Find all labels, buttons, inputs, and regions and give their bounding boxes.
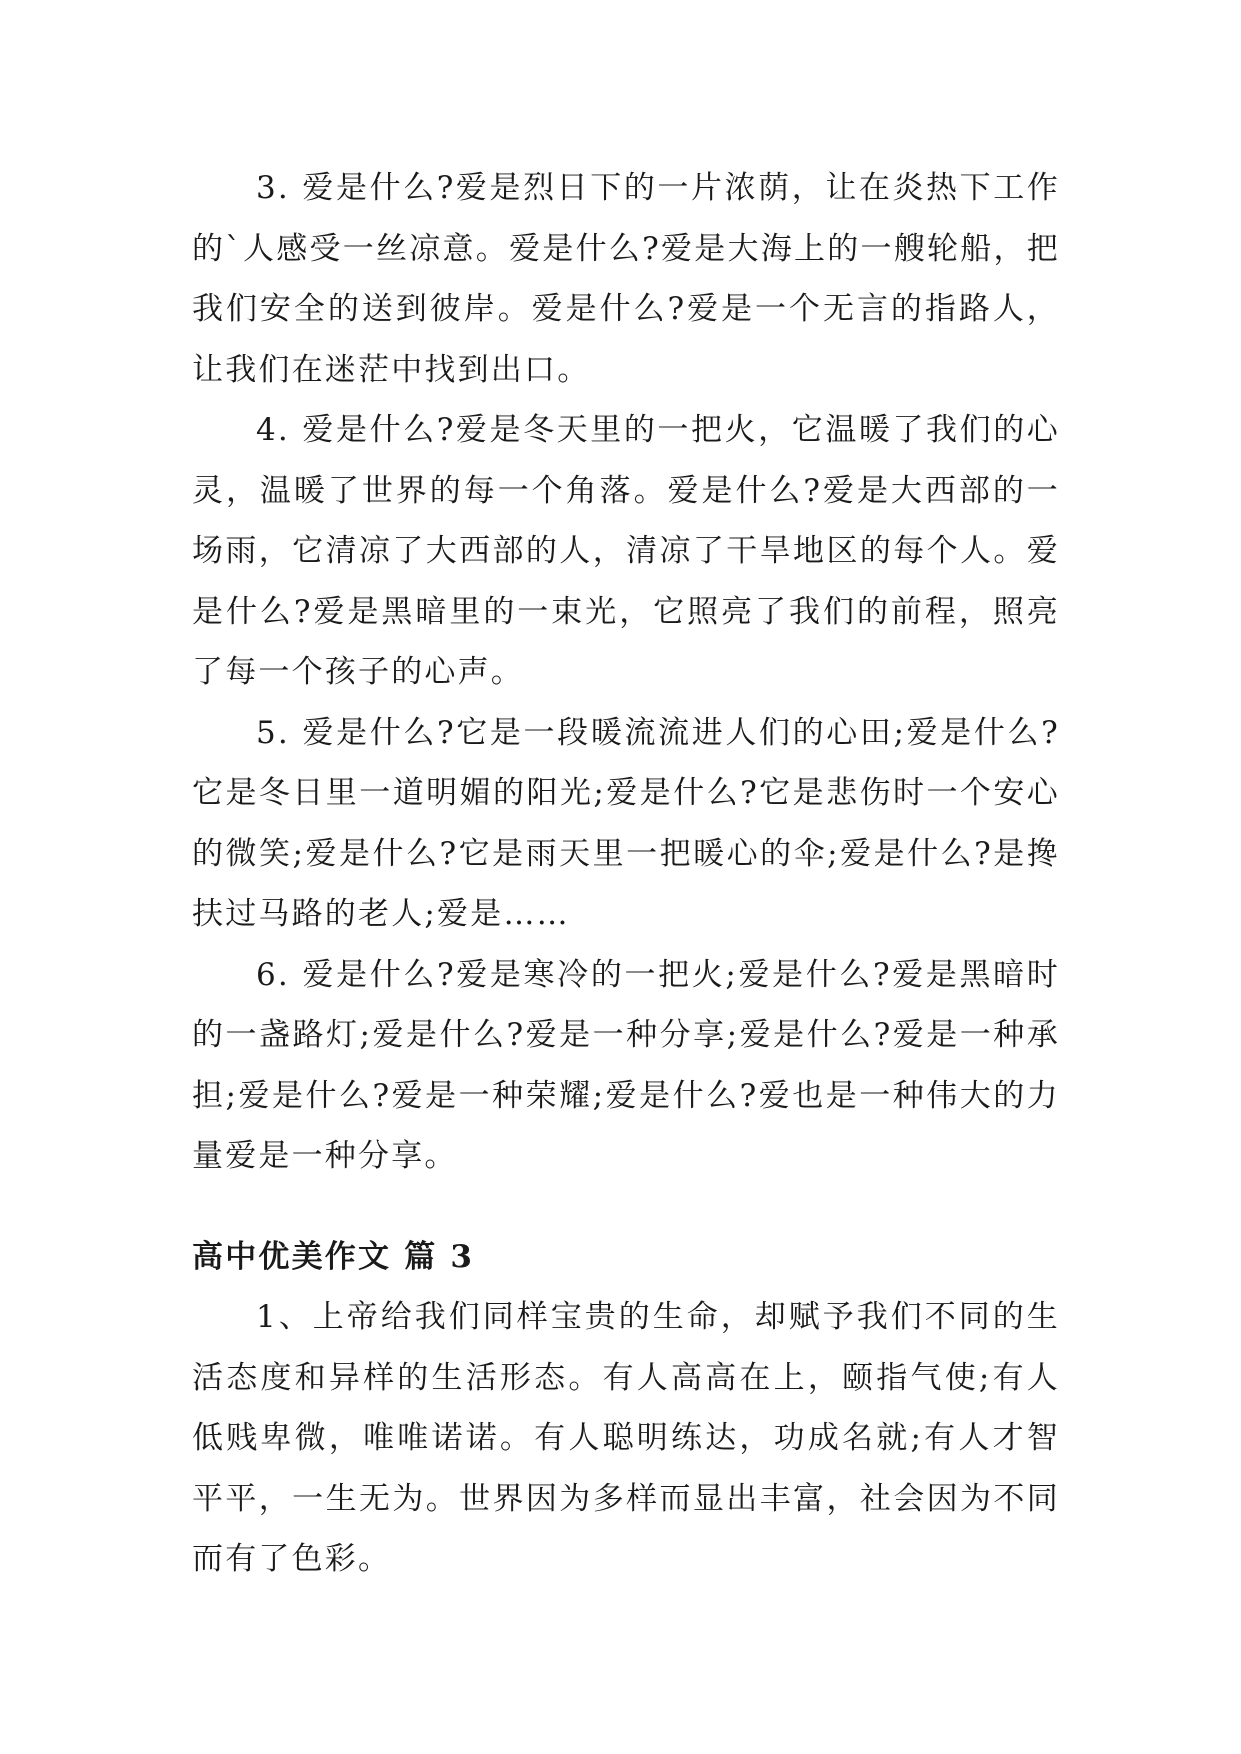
paragraph-item-1: 1、上帝给我们同样宝贵的生命，却赋予我们不同的生活态度和异样的生活形态。有人高高在上，颐指气使;有人低贱卑微，唯唯诺诺。有人聪明练达，功成名就;有人才智平平，一生无为。世界因为多样而显出丰富，社会因为不同而有了色彩。 — [192, 1299, 1060, 1577]
essay-section-love — [192, 158, 1060, 1187]
paragraph-item-4: 4. 爱是什么?爱是冬天里的一把火，它温暖了我们的心灵，温暖了世界的每一个角落。爱是什么?爱是大西部的一场雨，它清凉了大西部的人，清凉了干旱地区的每个人。爱是什么?爱是黑暗里的一束光，它照亮了我们的前程，照亮了每一个孩子的心声。 — [192, 412, 1060, 690]
paragraph-item-3: 3. 爱是什么?爱是烈日下的一片浓荫，让在炎热下工作的`人感受一丝凉意。爱是什么?爱是大海上的一艘轮船，把我们安全的送到彼岸。爱是什么?爱是一个无言的指路人，让我们在迷茫中找到出口。 — [192, 170, 1060, 388]
essay-section-3 — [192, 1227, 1060, 1590]
document-page — [192, 158, 1060, 1590]
paragraph-item-5: 5. 爱是什么?它是一段暖流流进人们的心田;爱是什么?它是冬日里一道明媚的阳光;爱是什么?它是悲伤时一个安心的微笑;爱是什么?它是雨天里一把暖心的伞;爱是什么?是搀扶过马路的老人;爱是…… — [192, 714, 1060, 932]
section-heading: 高中优美作文 篇 3 — [192, 1238, 475, 1275]
paragraph-item-6: 6. 爱是什么?爱是寒冷的一把火;爱是什么?爱是黑暗时的一盏路灯;爱是什么?爱是一种分享;爱是什么?爱是一种承担;爱是什么?爱是一种荣耀;爱是什么?爱也是一种伟大的力量爱是一种分享。 — [192, 956, 1060, 1174]
